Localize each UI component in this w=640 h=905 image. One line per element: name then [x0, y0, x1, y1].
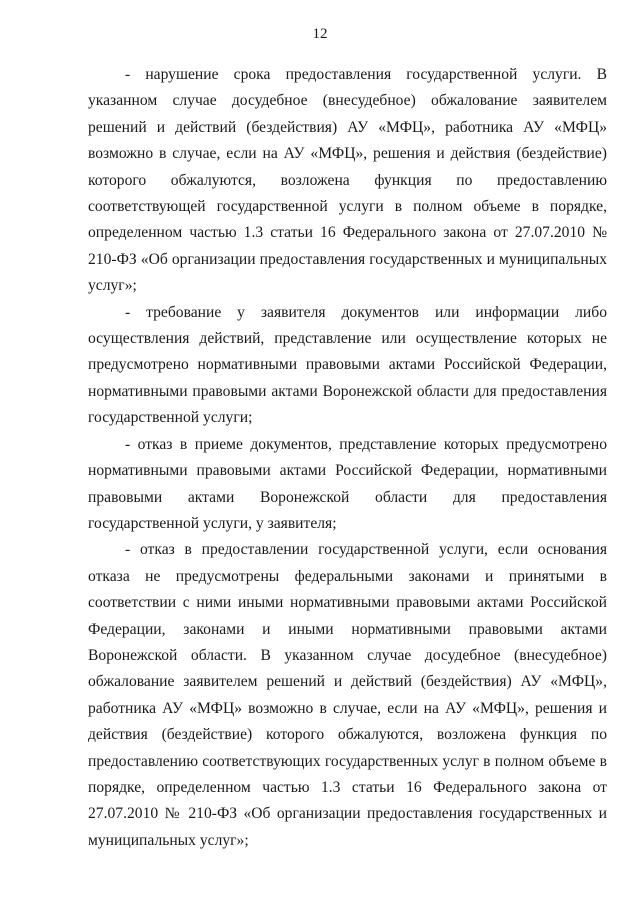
- paragraph-delay-violation: - нарушение срока предоставления государственной услуги. В указанном случае досудебное (внесудебное) обжалование заявителем решений и действий (бездействия) АУ «МФЦ», работника АУ «МФЦ» возможно в случае, если на АУ «МФЦ», решения и действия (бездействие) которого обжалуются, возложена функция по предоставлению соответствующей государственной услуги в полном объеме в порядке, определенном частью 1.3 статьи 16 Федерального закона от 27.07.2010 № 210-ФЗ «Об организации предоставления государственных и муниципальных услуг»;: [88, 66, 607, 295]
- paragraph-service-refusal: - отказ в предоставлении государственной услуги, если основания отказа не предусмотрены федеральными законами и принятыми в соответствии с ними иными нормативными правовыми актами Российской Федерации, законами и иными нормативными правовыми актами Воронежской области. В указанном случае досудебное (внесудебное) обжалование заявителем решений и действий (бездействия) АУ «МФЦ», работника АУ «МФЦ» возможно в случае, если на АУ «МФЦ», решения и действия (бездействие) которого обжалуются, возложена функция по предоставлению соответствующих государственных услуг в полном объеме в порядке, определенном частью 1.3 статьи 16 Федерального закона от 27.07.2010 № 210-ФЗ «Об организации предоставления государственных и муниципальных услуг»;: [88, 541, 607, 849]
- document-body: [88, 62, 607, 854]
- page-number: 12: [312, 26, 328, 42]
- paragraph-document-demand: - требование у заявителя документов или информации либо осуществления действий, представление или осуществление которых не предусмотрено нормативными правовыми актами Российской Федерации, нормативными правовыми актами Воронежской области для предоставления государственной услуги;: [88, 303, 607, 427]
- paragraph-acceptance-refusal: - отказ в приеме документов, представление которых предусмотрено нормативными правовыми актами Российской Федерации, нормативными правовыми актами Воронежской области для предоставления государственной услуги, у заявителя;: [88, 435, 607, 532]
